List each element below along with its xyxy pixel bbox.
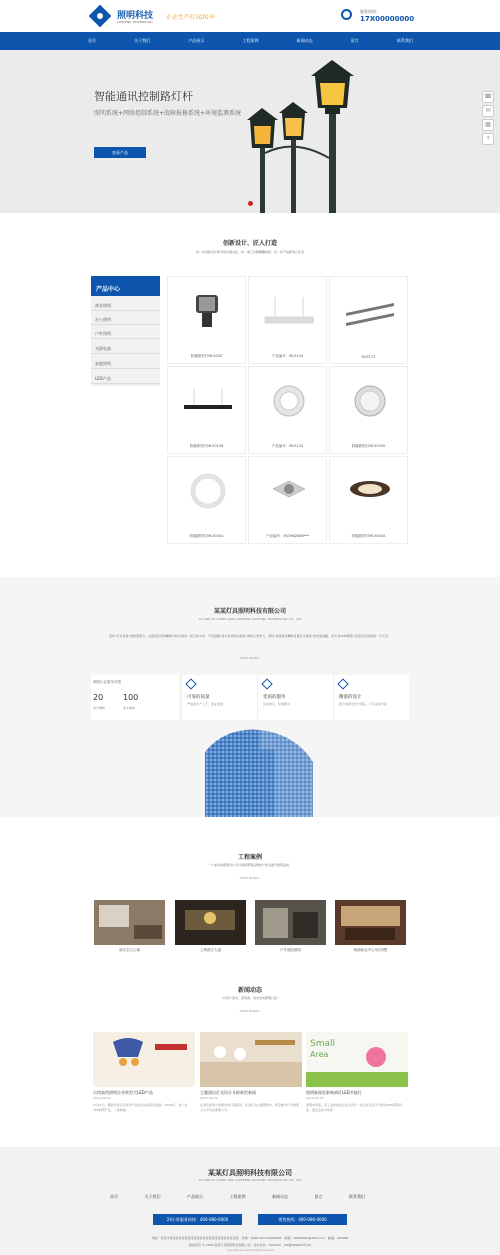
logo-icon[interactable] (89, 5, 112, 28)
main-nav (0, 32, 500, 50)
about-text: 坚持“灯光优美”的经营理念，以高度负责的精神与时代同步一起合作共求。不仅把握“客户需求的完美性”的核心竞争力，坚持“持续追求精致可靠安全高效”的发展战略，在专业LED照明行业里走出独特的一片天空。 (108, 634, 392, 638)
category-item[interactable]: 光源电器 (91, 342, 160, 354)
hero-banner (0, 50, 500, 213)
product-image (180, 389, 236, 419)
hero-button[interactable]: 查看产品 (94, 147, 146, 158)
stat-label: 多个城市 (93, 706, 106, 710)
footer-nav-message[interactable]: 留言 (314, 1194, 323, 1199)
cases-readmore-link[interactable]: READ MORE+ (239, 876, 261, 880)
product-label: 防爆筒型灯ML50200 (351, 444, 386, 448)
footer-nav-products[interactable]: 产品展示 (187, 1194, 203, 1199)
nav-message[interactable]: 留言 (350, 38, 359, 43)
case-image (255, 900, 326, 945)
phone-icon (341, 9, 352, 20)
case-card[interactable] (255, 900, 326, 960)
product-card[interactable] (248, 276, 327, 364)
news-heading: 新闻动态 (237, 987, 262, 994)
sales-hotline-button[interactable]: 销售热线：400-080-0000 (258, 1214, 347, 1225)
chat-icon[interactable]: ✉ (482, 105, 494, 117)
nav-products[interactable]: 产品展示 (188, 38, 205, 43)
footer-address: 地址：某某市某某某某某某某某某某某某某某某某某某某某某某某 传真：0000-000-00000000 邮箱：00000000@163.com 邮编：000000 (151, 1236, 349, 1240)
feature-title: 优质的服务 (263, 695, 286, 700)
news-image (306, 1032, 408, 1087)
feature-title: 精湛的设计 (339, 695, 362, 700)
case-card[interactable] (335, 900, 406, 960)
category-item[interactable]: 商业照明 (91, 299, 160, 311)
feature-desc: 及时响应，快速解决 (263, 702, 291, 706)
about-readmore-link[interactable]: READ MORE+ (239, 656, 261, 660)
news-card[interactable] (306, 1032, 408, 1122)
feature-desc: 严格的生产工艺，保证质量 (187, 702, 224, 706)
back-to-top-icon[interactable]: ↑ (482, 133, 494, 145)
hotline-label: 服务热线： (360, 9, 380, 14)
nav-home[interactable]: 首页 (88, 38, 96, 43)
footer-nav-about[interactable]: 关于我们 (144, 1194, 161, 1199)
case-label: 南京芯云公寓 (119, 948, 140, 952)
about-title: 某某灯具照明科技有限公司 (213, 608, 286, 615)
product-card[interactable] (248, 366, 327, 454)
case-label: 户外庭院照明 (280, 948, 301, 952)
feature-desc: 强大的研发设计团队，打造完美方案 (339, 702, 388, 706)
design-icon (337, 678, 348, 689)
case-image (335, 900, 406, 945)
case-image (94, 900, 165, 945)
news-title[interactable]: 主题酒店灯光设计开辟新型新闻 (200, 1090, 256, 1095)
category-item[interactable]: 办公照明 (91, 313, 160, 325)
category-heading: 产品中心 (91, 276, 160, 296)
feature-card (257, 675, 333, 720)
stat-value: 20 (93, 693, 104, 702)
feature-title: 可靠的质量 (187, 695, 210, 700)
product-image (261, 297, 317, 327)
service-icon[interactable]: ☎ (482, 91, 494, 103)
stat-value: 100 (123, 693, 139, 702)
case-card[interactable] (175, 900, 246, 960)
nav-about[interactable]: 关于我们 (134, 38, 151, 43)
footer-en-title: XX AND XX LAMPS AND LANTERNS LIGHTING TECHNOLOGY CO., LTD (198, 1178, 302, 1182)
footer-nav-cases[interactable]: 工程案例 (229, 1194, 246, 1199)
product-image (271, 381, 307, 421)
product-label: 产品编号：ML5120 (271, 444, 304, 448)
product-label: 防爆筒型灯ML5045A (189, 534, 224, 538)
news-card[interactable] (200, 1032, 302, 1122)
product-image (342, 299, 398, 329)
about-en-title: XX AND XX LAMPS AND LANTERNS LIGHTING TECHNOLOGY CO., LTD (198, 617, 302, 621)
news-readmore-link[interactable]: READ MORE+ (239, 1009, 261, 1013)
footer-title: 某某灯具照明科技有限公司 (208, 1169, 292, 1177)
products-heading: 创新设计、匠人打造 (222, 240, 277, 247)
product-image (190, 471, 226, 511)
news-card[interactable] (93, 1032, 195, 1122)
news-date: 2019-09-19 (93, 1096, 111, 1100)
news-title[interactable]: 台湾高档照明企业转型大LED产品 (93, 1090, 153, 1095)
footer-nav (110, 1194, 365, 1200)
hero-subtitle: 照明系统+网络控制系统+故障报修系统+环境监测系统 (94, 110, 242, 117)
news-title[interactable]: 照明新闻室影响到灯LED节能灯 (306, 1090, 362, 1095)
product-image (348, 475, 392, 509)
news-date: 2019-09-19 (200, 1096, 218, 1100)
product-label: 防爆筒型灯ML5020 (190, 354, 223, 358)
qrcode-icon[interactable]: ▦ (482, 119, 494, 131)
product-label: 产品编号：ML5MJ2886*** (266, 534, 309, 538)
feature-card (333, 675, 409, 720)
hotline-number: 17X00000000 (360, 15, 415, 23)
case-label: 杨浦商业中心3区别墅 (353, 948, 388, 952)
news-image (200, 1032, 302, 1087)
product-card[interactable] (167, 366, 246, 454)
footer-nav-news[interactable]: 新闻动态 (272, 1194, 288, 1199)
svg-text:Area: Area (310, 1050, 329, 1059)
street-lamp-illustration (225, 58, 415, 213)
category-item[interactable]: LED产品 (91, 372, 160, 384)
hero-title: 智能通讯控制路灯杆 (94, 90, 193, 103)
news-desc: 5月11日，鹏展中等有着优秀产品的企业投资者提到：2016年，在广东LED照明产品，...新闻稿... (93, 1103, 188, 1112)
footer-nav-contact[interactable]: 联系我们 (349, 1194, 365, 1199)
news-desc: 在酒店照明方案要求的灯具都是，在酒店为主题照明中，都会要求灯光要照人们平时的照明方式... (200, 1103, 300, 1112)
hotline-button[interactable]: 24小时服务热线：400-080-0000 (153, 1214, 242, 1225)
products-subheading: 每一次创新设计都考虑中国文化，每一道工序都精雕细琢，每一件产品都用心匠造 (195, 250, 304, 254)
header (0, 0, 500, 32)
service-icon (261, 678, 272, 689)
stats-heading: 照明行业服务年限 (93, 680, 121, 684)
news-desc: 照明市场里，有工业经验的企业为设计一些企业有用于节能的LED照明设备，最后会在市场里... (306, 1103, 402, 1112)
product-label: 防爆筒型灯ML50158 (189, 444, 224, 448)
case-label: 上海滨江大道 (200, 948, 221, 952)
product-card[interactable] (167, 456, 246, 544)
cases-heading: 工程案例 (237, 854, 262, 861)
category-item[interactable]: 家庭照明 (91, 357, 160, 369)
product-card[interactable] (329, 366, 408, 454)
news-date: 2019-09-19 (306, 1096, 324, 1100)
product-image (192, 293, 222, 333)
product-image (269, 475, 309, 509)
slider-dot[interactable] (248, 201, 253, 206)
case-image (175, 900, 246, 945)
footer-credit: Copyright yourname.dhlight.reserved (226, 1249, 274, 1252)
nav-cases[interactable]: 工程案例 (242, 38, 259, 43)
footer-copyright: 版权所有 © 2020 某某灯具照明科技有限公司 技术支持：XXXXXX ICP备000000号-00 (189, 1243, 311, 1247)
brand-name[interactable]: 照明科技 (117, 11, 154, 21)
news-image (93, 1032, 195, 1087)
stats-panel (91, 675, 179, 720)
news-subheading: “以用户需求，获利润，创未来的照明行业” (221, 996, 279, 1000)
product-label: 产品编号：ML5154 (271, 354, 304, 358)
cases-subheading: 一个成功的照明设计可以展现照明品牌的个性及提升建筑品质。 (207, 863, 292, 867)
product-image (352, 381, 388, 421)
product-card[interactable] (248, 456, 327, 544)
product-card[interactable] (329, 276, 408, 364)
nav-contact[interactable]: 联系我们 (396, 38, 413, 43)
product-card[interactable] (167, 276, 246, 364)
header-slogan: 专业生产灯具20年 (165, 14, 215, 21)
product-label: 防爆筒型灯ML5045A (351, 534, 386, 538)
footer-nav-home[interactable]: 首页 (110, 1194, 118, 1199)
feature-card (181, 675, 257, 720)
brand-sub: LIGHTING TECHNOLOGY (117, 20, 153, 24)
product-card[interactable] (329, 456, 408, 544)
case-card[interactable] (94, 900, 165, 960)
svg-text:Small: Small (310, 1039, 335, 1049)
product-label: ML5172 (361, 355, 376, 359)
stat-label: 多个城市 (123, 706, 136, 710)
side-toolbar (482, 91, 496, 147)
nav-news[interactable]: 新闻动态 (296, 38, 313, 43)
category-item[interactable]: 户外照明 (91, 327, 160, 339)
building-image (185, 722, 330, 817)
quality-icon (185, 678, 196, 689)
